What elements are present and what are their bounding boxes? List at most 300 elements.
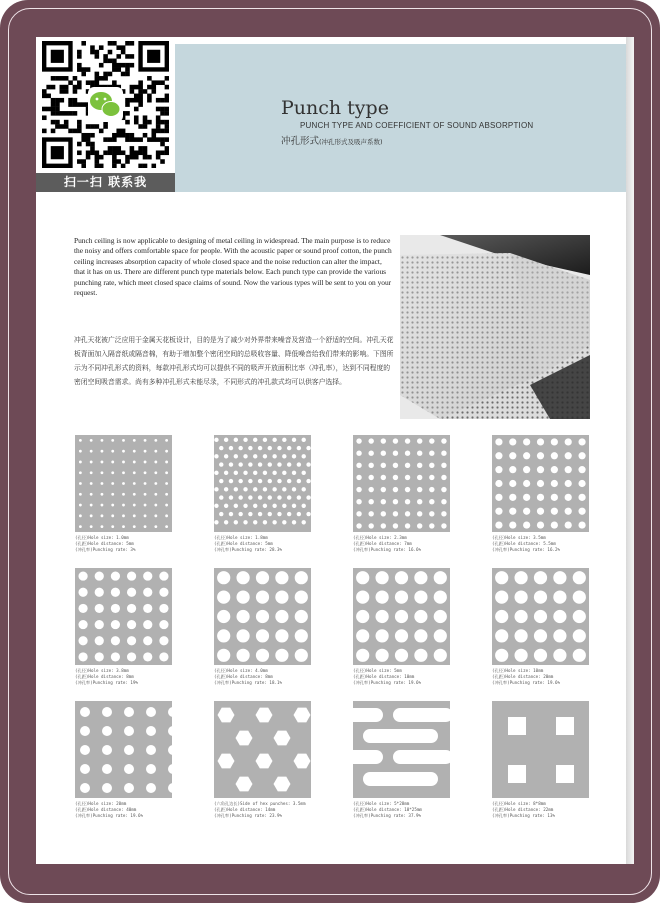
- punch-hole: [356, 438, 361, 443]
- punch-hole: [565, 452, 572, 459]
- punch-hole: [78, 652, 87, 661]
- punch-hole: [495, 610, 508, 623]
- punch-caption-line: (冲孔率)Punching rate: 13%: [492, 813, 555, 819]
- punch-sample: [75, 435, 172, 554]
- punch-hole: [124, 783, 134, 793]
- punch-hole: [287, 479, 291, 483]
- punch-hole: [272, 454, 276, 458]
- punch-hole: [509, 466, 516, 473]
- punch-caption-line: (孔距)Hole distance: 8mm: [214, 674, 273, 680]
- punch-hole: [111, 493, 114, 496]
- punch-hole: [143, 636, 152, 645]
- punch-hole: [395, 571, 408, 584]
- punch-hole: [219, 462, 223, 466]
- punch-hole: [165, 514, 168, 517]
- punch-hole: [282, 471, 286, 475]
- punch-caption-line: (孔径)Hole size: 1.0mm: [75, 535, 129, 540]
- punch-hole: [302, 487, 306, 491]
- punch-hole: [95, 604, 104, 613]
- punch-pattern-swatch: [353, 701, 450, 798]
- punch-hole: [302, 454, 306, 458]
- punch-hole: [393, 523, 398, 528]
- punch-hole: [573, 610, 586, 623]
- punch-hole: [272, 520, 276, 524]
- punch-hole: [534, 629, 547, 642]
- punch-hole: [258, 512, 262, 516]
- punch-hole: [356, 629, 369, 642]
- punch-hole: [417, 438, 422, 443]
- punch-hole: [124, 745, 134, 755]
- punch-hole: [537, 521, 544, 528]
- punch-hole: [224, 520, 228, 524]
- punch-hole: [237, 591, 250, 604]
- punch-hole: [102, 783, 112, 793]
- punch-hole: [90, 461, 93, 464]
- sample-background: [353, 435, 450, 532]
- punch-hole: [495, 591, 508, 604]
- punch-hole: [237, 649, 250, 662]
- catalog-page: [36, 37, 626, 864]
- punch-hole: [376, 591, 389, 604]
- punch-hole: [306, 462, 310, 466]
- punch-hole: [111, 620, 120, 629]
- punch-sample: [492, 568, 589, 687]
- punch-caption-line: (孔距)Hole distance: 5mm: [214, 541, 273, 547]
- punch-caption-line: (冲孔率)Punching rate: 18.1%: [214, 680, 283, 686]
- punch-hole: [381, 438, 386, 443]
- punch-hole: [395, 610, 408, 623]
- punch-hole: [495, 649, 508, 662]
- punch-hole: [78, 620, 87, 629]
- punch-hole: [146, 764, 156, 774]
- punch-hole: [306, 446, 310, 450]
- punch-caption: [214, 535, 311, 554]
- subtitle-chinese: [281, 133, 383, 147]
- punch-hole: [154, 461, 157, 464]
- punch-hole: [79, 482, 82, 485]
- punch-hole: [275, 591, 288, 604]
- punch-hole: [368, 487, 373, 492]
- punch-hole: [434, 629, 447, 642]
- punch-hole: [292, 487, 296, 491]
- punch-hole: [381, 523, 386, 528]
- qr-panel: [36, 37, 175, 192]
- punch-caption-line: (孔径)Hole size: 8*8mm: [492, 801, 546, 806]
- punch-hole: [429, 487, 434, 492]
- punch-caption-line: (六角孔边长)Side of hex punches: 3.5mm: [214, 801, 306, 806]
- punch-hole: [127, 652, 136, 661]
- punch-hole: [122, 439, 125, 442]
- punch-hole: [268, 495, 272, 499]
- punch-hole: [523, 466, 530, 473]
- punch-type-grid: [75, 435, 595, 855]
- punch-caption: [353, 535, 450, 554]
- punch-hole: [495, 571, 508, 584]
- punch-hole: [368, 463, 373, 468]
- punch-hole: [111, 636, 120, 645]
- punch-hole: [111, 482, 114, 485]
- punch-hole: [272, 471, 276, 475]
- punch-hole: [275, 571, 288, 584]
- punch-hole: [214, 471, 218, 475]
- punch-hole: [434, 610, 447, 623]
- punch-hole: [143, 571, 152, 580]
- punch-hole: [495, 494, 502, 501]
- punch-hole: [133, 514, 136, 517]
- punch-hole: [551, 466, 558, 473]
- punch-hole: [368, 450, 373, 455]
- punch-hole: [441, 463, 446, 468]
- punch-caption: [353, 801, 450, 820]
- punch-hole: [292, 520, 296, 524]
- punch-hole: [165, 471, 168, 474]
- page-edge-shadow: [626, 37, 634, 864]
- punch-hole: [495, 521, 502, 528]
- punch-hole: [282, 454, 286, 458]
- punch-caption-line: (孔径)Hole size: 10mm: [492, 668, 544, 673]
- punch-hole: [537, 452, 544, 459]
- punch-hole: [111, 588, 120, 597]
- punch-hole: [565, 494, 572, 501]
- punch-hole: [508, 765, 526, 783]
- punch-hole: [287, 462, 291, 466]
- punch-hole: [101, 525, 104, 528]
- punch-hole: [217, 571, 230, 584]
- punch-pattern-swatch: [214, 701, 311, 798]
- punch-hole: [248, 495, 252, 499]
- punch-hole: [287, 495, 291, 499]
- punch-hole: [263, 520, 267, 524]
- page-title: Punch type: [281, 97, 389, 119]
- punch-hole: [381, 463, 386, 468]
- punch-hole: [297, 446, 301, 450]
- punch-hole: [551, 508, 558, 515]
- punch-hole: [556, 765, 574, 783]
- punch-hole: [302, 471, 306, 475]
- punch-hole: [578, 521, 585, 528]
- punch-hole: [253, 487, 257, 491]
- punch-hole: [429, 523, 434, 528]
- punch-caption-line: (冲孔率)Punching rate: 16.6%: [353, 547, 422, 553]
- punch-caption: [214, 668, 311, 687]
- punch-pattern-swatch: [353, 568, 450, 665]
- subtitle-chinese-main: 冲孔形式: [281, 136, 320, 147]
- punch-hole: [111, 652, 120, 661]
- punch-hole: [295, 629, 308, 642]
- punch-hole: [95, 571, 104, 580]
- punch-hole: [237, 629, 250, 642]
- punch-hole: [508, 717, 526, 735]
- punch-hole: [441, 523, 446, 528]
- punch-hole: [165, 450, 168, 453]
- punch-hole: [282, 438, 286, 442]
- punch-hole: [248, 462, 252, 466]
- punch-sample: [214, 701, 311, 820]
- punch-hole: [405, 450, 410, 455]
- punch-hole: [551, 521, 558, 528]
- punch-hole: [553, 649, 566, 662]
- punch-caption: [75, 801, 172, 820]
- punch-hole: [393, 750, 450, 764]
- punch-hole: [95, 588, 104, 597]
- punch-hole: [229, 512, 233, 516]
- punch-hole: [122, 461, 125, 464]
- punch-hole: [277, 512, 281, 516]
- punch-hole: [219, 512, 223, 516]
- punch-hole: [376, 571, 389, 584]
- punch-hole: [515, 591, 528, 604]
- punch-hole: [253, 454, 257, 458]
- punch-hole: [214, 454, 218, 458]
- punch-hole: [553, 571, 566, 584]
- sample-background: [75, 568, 172, 665]
- punch-hole: [495, 466, 502, 473]
- punch-hole: [414, 649, 427, 662]
- subtitle-english: PUNCH TYPE AND COEFFICIENT OF SOUND ABSORPTION: [300, 121, 534, 130]
- punch-hole: [229, 495, 233, 499]
- punch-hole: [414, 591, 427, 604]
- punch-hole: [393, 438, 398, 443]
- punch-hole: [268, 512, 272, 516]
- punch-sample: [214, 568, 311, 687]
- punch-hole: [282, 504, 286, 508]
- punch-hole: [253, 504, 257, 508]
- punch-caption-line: (孔距)Hole distance: 10*25mm: [353, 807, 422, 813]
- punch-hole: [441, 511, 446, 516]
- punch-hole: [224, 487, 228, 491]
- punch-hole: [263, 438, 267, 442]
- punch-hole: [243, 471, 247, 475]
- punch-hole: [144, 461, 147, 464]
- punch-hole: [144, 504, 147, 507]
- punch-hole: [256, 610, 269, 623]
- punch-hole: [302, 438, 306, 442]
- punch-hole: [122, 450, 125, 453]
- punch-pattern-swatch: [75, 568, 172, 665]
- punch-hole: [78, 636, 87, 645]
- punch-hole: [102, 707, 112, 717]
- punch-hole: [356, 487, 361, 492]
- punch-hole: [356, 610, 369, 623]
- punch-hole: [292, 504, 296, 508]
- punch-hole: [405, 499, 410, 504]
- punch-hole: [124, 707, 134, 717]
- punch-caption-line: (冲孔率)Punching rate: 28.3%: [214, 547, 283, 553]
- punch-hole: [537, 508, 544, 515]
- punch-hole: [553, 610, 566, 623]
- punch-hole: [573, 571, 586, 584]
- punch-hole: [297, 479, 301, 483]
- punch-caption-line: (孔径)Hole size: 3.5mm: [492, 535, 546, 540]
- punch-hole: [229, 479, 233, 483]
- punch-hole: [376, 649, 389, 662]
- punch-hole: [229, 462, 233, 466]
- punch-hole: [523, 438, 530, 445]
- punch-hole: [553, 591, 566, 604]
- punch-hole: [95, 652, 104, 661]
- punch-hole: [509, 521, 516, 528]
- punch-hole: [243, 454, 247, 458]
- punch-hole: [217, 649, 230, 662]
- punch-pattern-swatch: [492, 701, 589, 798]
- punch-caption-line: (孔距)Hole distance: 7mm: [353, 541, 412, 547]
- punch-hole: [127, 620, 136, 629]
- punch-hole: [417, 511, 422, 516]
- punch-hole: [80, 707, 90, 717]
- punch-hole: [509, 494, 516, 501]
- punch-hole: [417, 487, 422, 492]
- punch-hole: [258, 446, 262, 450]
- punch-sample: [75, 701, 172, 820]
- punch-hole: [237, 610, 250, 623]
- punch-hole: [143, 588, 152, 597]
- punch-caption-line: (孔距)Hole distance: 10mm: [353, 674, 415, 680]
- punch-hole: [578, 438, 585, 445]
- punch-hole: [90, 493, 93, 496]
- qr-code-icon[interactable]: [42, 41, 169, 168]
- punch-hole: [80, 745, 90, 755]
- punch-hole: [214, 487, 218, 491]
- punch-hole: [363, 729, 438, 743]
- punch-pattern-swatch: [75, 435, 172, 532]
- punch-hole: [238, 479, 242, 483]
- punch-hole: [356, 591, 369, 604]
- punch-hole: [243, 438, 247, 442]
- punch-hole: [165, 525, 168, 528]
- punch-hole: [214, 520, 218, 524]
- punch-hole: [143, 652, 152, 661]
- ceiling-photo: [400, 235, 590, 419]
- punch-hole: [277, 495, 281, 499]
- punch-hole: [253, 438, 257, 442]
- intro-english: Punch ceiling is now applicable to designing of metal ceiling in widespread. The main purpose is to reduce the noisy and offers comfortable space for people. With the acoustic paper or sound proof cotton, the punch ceiling increases absorption capacity of whole closed space and the noise reduction can alter the impact, that it has on us. There are different punch type materials below. Each punch type can provide the various punching rate, which meet closed space claims of sound. Now the various types will be sent to you on your request.: [74, 236, 392, 298]
- punch-hole: [509, 452, 516, 459]
- punch-hole: [165, 493, 168, 496]
- punch-hole: [122, 493, 125, 496]
- punch-hole: [124, 764, 134, 774]
- punch-hole: [495, 438, 502, 445]
- punch-hole: [434, 571, 447, 584]
- punch-hole: [154, 525, 157, 528]
- punch-hole: [102, 745, 112, 755]
- punch-hole: [165, 504, 168, 507]
- punch-hole: [393, 499, 398, 504]
- punch-pattern-swatch: [214, 435, 311, 532]
- punch-hole: [243, 520, 247, 524]
- punch-hole: [154, 504, 157, 507]
- punch-hole: [565, 521, 572, 528]
- punch-hole: [144, 493, 147, 496]
- punch-hole: [154, 471, 157, 474]
- punch-hole: [122, 482, 125, 485]
- punch-hole: [102, 726, 112, 736]
- punch-hole: [111, 450, 114, 453]
- punch-hole: [306, 495, 310, 499]
- punch-caption-line: (孔距)Hole distance: 14mm: [214, 807, 276, 813]
- punch-hole: [405, 523, 410, 528]
- punch-caption-line: (孔径)Hole size: 5*28mm: [353, 801, 410, 806]
- punch-hole: [297, 512, 301, 516]
- punch-caption-line: (冲孔率)Punching rate: 19.6%: [75, 813, 144, 819]
- punch-hole: [111, 439, 114, 442]
- punch-hole: [551, 480, 558, 487]
- punch-hole: [146, 783, 156, 793]
- punch-hole: [405, 487, 410, 492]
- intro-chinese: 冲孔天花被广泛应用于金属天花板设计，目的是为了减少对外界带来噪音及营造一个舒适的空间。冲孔天花板背面加入隔音纸或隔音棉，有助于增加整个密闭空间的总吸收容量、降低噪音给我们带来的影响。下图所示为不同冲孔形式的资料，每款冲孔形式均可以提供不同的吸声开放面积比率（冲孔率），达到不同程度的密闭空间吸音需求。尚有多种冲孔形式未能尽录，不同形式的冲孔款式均可以供客户选择。: [74, 336, 394, 386]
- punch-hole: [90, 439, 93, 442]
- punch-hole: [295, 591, 308, 604]
- punch-hole: [429, 438, 434, 443]
- punch-caption-line: (冲孔率)Punching rate: 37.9%: [353, 813, 422, 819]
- punch-hole: [238, 446, 242, 450]
- punch-hole: [434, 591, 447, 604]
- punch-hole: [292, 454, 296, 458]
- punch-hole: [217, 610, 230, 623]
- punch-hole: [441, 438, 446, 443]
- punch-hole: [80, 764, 90, 774]
- punch-hole: [234, 471, 238, 475]
- punch-hole: [224, 438, 228, 442]
- punch-hole: [429, 475, 434, 480]
- punch-hole: [297, 462, 301, 466]
- punch-hole: [356, 463, 361, 468]
- punch-hole: [219, 495, 223, 499]
- punch-hole: [80, 783, 90, 793]
- punch-hole: [537, 438, 544, 445]
- sample-background: [214, 435, 311, 532]
- punch-hole: [551, 438, 558, 445]
- punch-hole: [127, 604, 136, 613]
- punch-hole: [395, 649, 408, 662]
- punch-hole: [509, 480, 516, 487]
- punch-hole: [234, 438, 238, 442]
- punch-hole: [277, 462, 281, 466]
- punch-hole: [111, 571, 120, 580]
- punch-hole: [144, 450, 147, 453]
- punch-hole: [224, 504, 228, 508]
- punch-hole: [393, 450, 398, 455]
- punch-hole: [565, 466, 572, 473]
- punch-hole: [79, 504, 82, 507]
- punch-pattern-swatch: [492, 568, 589, 665]
- punch-hole: [159, 636, 168, 645]
- punch-hole: [253, 471, 257, 475]
- punch-hole: [495, 480, 502, 487]
- punch-hole: [381, 450, 386, 455]
- punch-hole: [111, 461, 114, 464]
- punch-hole: [417, 463, 422, 468]
- punch-hole: [78, 588, 87, 597]
- punch-hole: [393, 511, 398, 516]
- punch-hole: [417, 450, 422, 455]
- punch-hole: [243, 504, 247, 508]
- punch-hole: [90, 525, 93, 528]
- punch-hole: [368, 438, 373, 443]
- punch-caption: [75, 668, 172, 687]
- punch-sample: [353, 701, 450, 820]
- punch-hole: [95, 620, 104, 629]
- punch-caption-line: (孔径)Hole size: 2.3mm: [353, 535, 407, 540]
- punch-hole: [363, 772, 438, 786]
- punch-hole: [256, 591, 269, 604]
- punch-hole: [217, 629, 230, 642]
- punch-hole: [368, 511, 373, 516]
- punch-caption-line: (冲孔率)Punching rate: 16.2%: [492, 547, 561, 553]
- punch-pattern-swatch: [75, 701, 172, 798]
- punch-hole: [282, 487, 286, 491]
- punch-hole: [165, 482, 168, 485]
- punch-hole: [523, 494, 530, 501]
